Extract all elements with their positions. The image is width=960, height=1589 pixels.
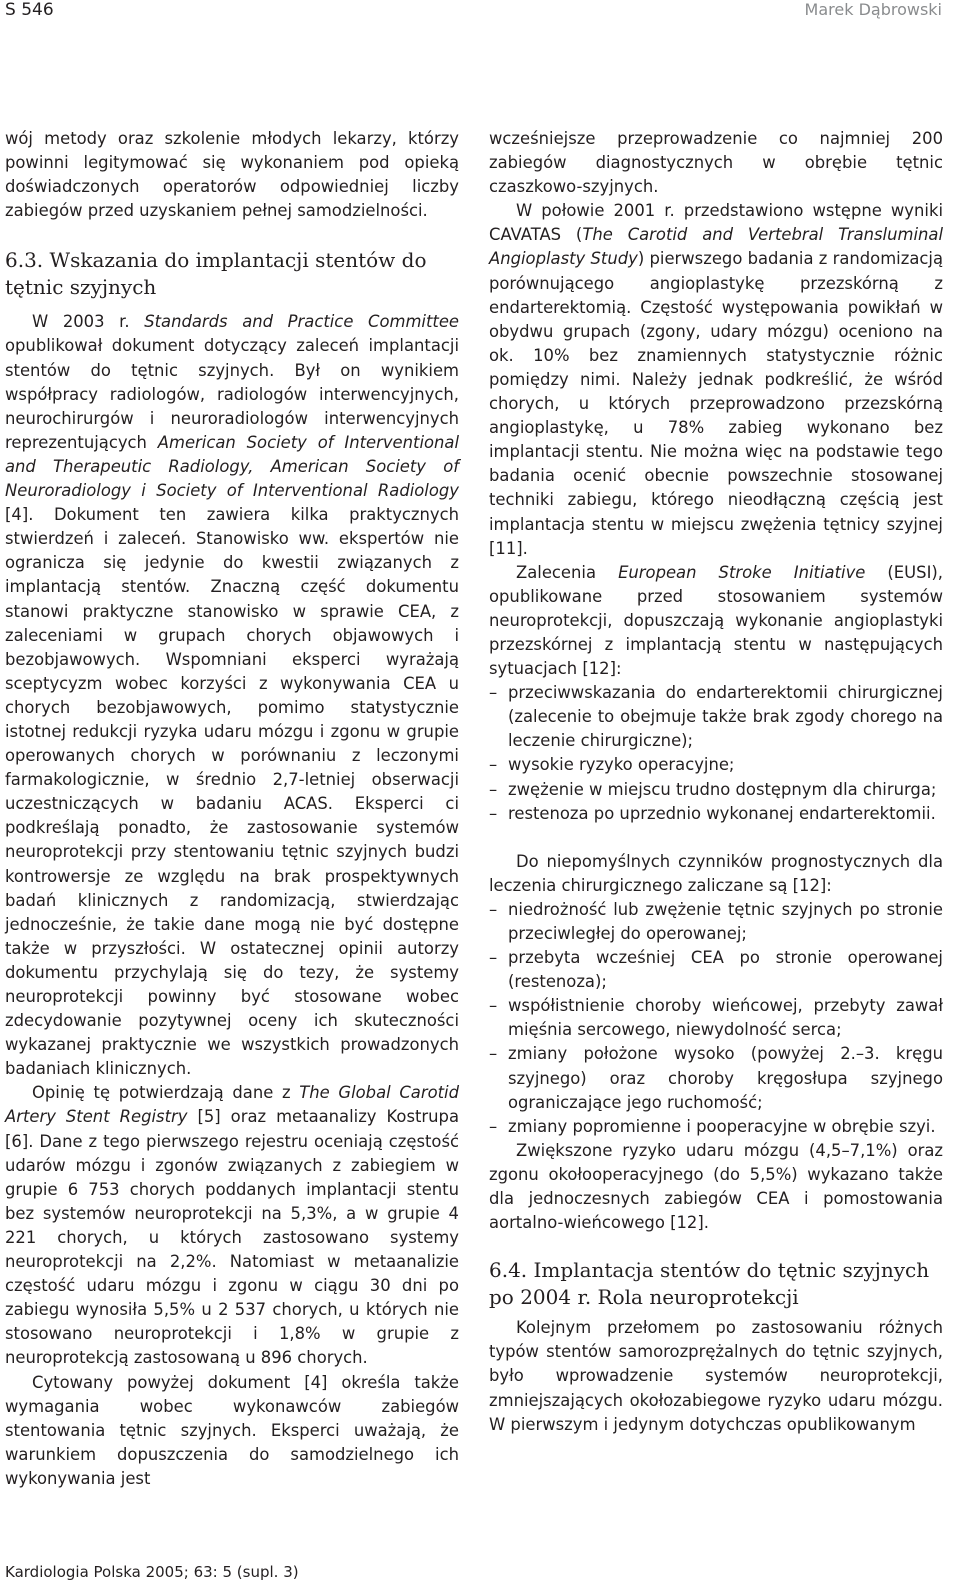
list-item: – restenoza po uprzednio wykonanej endarterektomii.	[489, 802, 943, 826]
text-run: ) pierwszego badania z randomizacją porównującego angioplastykę przezskórną z endarterektomią. Częstość występowania powikłań w obydwu grupach (zgony, udary mózgu) oceniono na ok. 10% bez znamiennych statystycznie różnic pomiędzy nimi. Należy jednak podkreślić, że wśród chorych, u których przeprowadzono przezskórną angioplastykę, u 78% zabieg wykonano bez implantacji stentu. Nie można więc na podstawie tego badania ocenić obecnie powszechnie stosowanej techniki zabiegu, którego nieodłączną częścią jest implantacja stentu w miejscu zwężenia tętnicy szyjnej [11].	[489, 249, 943, 558]
indication-list	[489, 681, 943, 826]
running-author: Marek Dąbrowski	[804, 0, 942, 19]
section-heading-6-4: 6.4. Implantacja stentów do tętnic szyjnych po 2004 r. Rola neuroprotekcji	[489, 1258, 930, 1310]
text-run: Opinię tę potwierdzają dane z	[32, 1083, 300, 1103]
list-item: – niedrożność lub zwężenie tętnic szyjnych po stronie przeciwległej do operowanej;	[489, 898, 943, 946]
list-item: – współistnienie choroby wieńcowej, przebyty zawał mięśnia sercowego, niewydolność serca;	[489, 994, 943, 1042]
paragraph	[5, 310, 459, 1081]
text-run: W połowie 2001 r. przedstawiono wstępne wyniki CAVATAS (	[489, 201, 943, 245]
section-heading-6-3: 6.3. Wskazania do implantacji stentów do tętnic szyjnych	[5, 248, 427, 300]
journal-footer: Kardiologia Polska 2005; 63: 5 (supl. 3)	[5, 1563, 299, 1581]
left-column	[5, 127, 459, 1491]
text-run: [5] oraz metaanalizy Kostrupa [6]. Dane z tego pierwszego rejestru oceniają częstość udarów mózgu i zgonów związanych z zabiegiem w grupie 6 753 chorych poddanych implantacji stentu bez systemów neuroprotekcji na 5,3%, a w grupie 4 221 chorych, u których zastosowano systemy neuroprotekcji na 2,2%. Natomiast w metaanalizie częstość udaru mózgu i zgonu w ciągu 30 dni po zabiegu wynosiła 5,5% u 2 537 chorych, u których nie stosowano neuroprotekcji i 1,8% w grupie z neuroprotekcją zastosowaną u 896 chorych.	[5, 1107, 459, 1368]
italic-run: The Global Carotid Artery Stent Registry	[5, 1083, 459, 1127]
text-run: Zalecenia	[516, 562, 619, 582]
paragraph: Kolejnym przełomem po zastosowaniu różnych typów stentów samorozprężalnych do tętnic szyjnych, było wprowadzenie systemów neuroprotekcji, zmniejszających okołozabiegowe ryzyko udaru mózgu. W pierwszym i jedynym dotychczas opublikowanym	[489, 1318, 943, 1434]
italic-run: The Carotid and Vertebral Transluminal Angioplasty Study	[489, 225, 944, 269]
paragraph: wój metody oraz szkolenie młodych lekarzy, którzy powinni legitymować się wykonaniem pod opieką doświadczonych operatorów odpowiedniej liczby zabiegów przed uzyskaniem pełnej samodzielności.	[5, 129, 459, 221]
italic-run: European Stroke Initiative	[618, 562, 866, 582]
paragraph	[489, 561, 943, 681]
list-item: – przebyta wcześniej CEA po stronie operowanej (restenoza);	[489, 946, 943, 994]
list-item: – zmiany położone wysoko (powyżej 2.–3. kręgu szyjnego) oraz choroby kręgosłupa szyjnego ograniczające jego ruchomość;	[489, 1042, 943, 1114]
paragraph: Do niepomyślnych czynników prognostycznych dla leczenia chirurgicznego zaliczane są [12]:	[489, 851, 943, 895]
page-number: S 546	[5, 0, 54, 20]
paragraph	[5, 1081, 459, 1370]
paragraph: Zwiększone ryzyko udaru mózgu (4,5–7,1%) oraz zgonu okołooperacyjnego (do 5,5%) wykazano także dla jednoczesnych zabiegów CEA i pomostowania aortalno-wieńcowego [12].	[489, 1140, 943, 1233]
paragraph: wcześniejsze przeprowadzenie co najmniej 200 zabiegów diagnostycznych w obrębie tętnic czaszkowo-szyjnych.	[489, 129, 943, 197]
text-run: W 2003 r.	[32, 312, 145, 332]
list-item: – zmiany popromienne i pooperacyjne w obrębie szyi.	[489, 1115, 943, 1139]
paragraph: Cytowany powyżej dokument [4] określa także wymagania wobec wykonawców zabiegów stentowania tętnic szyjnych. Eksperci uważają, że warunkiem dopuszczenia do samodzielnego ich wykonywania jest	[5, 1372, 459, 1488]
list-item: – przeciwwskazania do endarterektomii chirurgicznej (zalecenie to obejmuje także brak zgody chorego na leczenie chirurgiczne);	[489, 681, 943, 753]
text-run: opublikował dokument dotyczący zaleceń implantacji stentów do tętnic szyjnych. Był on wynikiem współpracy radiologów, radiologów interwencyjnych, neurochirurgów i neuroradiologów interwencyjnych reprezentujących	[5, 336, 459, 452]
list-item: – zwężenie w miejscu trudno dostępnym dla chirurga;	[489, 778, 943, 802]
text-run: (EUSI), opublikowane przed stosowaniem systemów neuroprotekcji, dopuszczają wykonanie angioplastyki przezskórnej z implantacją stentu w następujących sytuacjach [12]:	[489, 562, 944, 679]
text-run: [4]. Dokument ten zawiera kilka praktycznych stwierdzeń i zaleceń. Stanowisko ww. ekspertów nie ogranicza się jedynie do kwestii związanych z implantacją stentów. Znaczną część dokumentu stanowi praktyczne stanowisko w sprawie CEA, z zaleceniami w grupach chorych objawowych i bezobjawowych. Wspomniani eksperci wyrażają sceptycyzm wobec korzyści z wykonywania CEA u chorych bezobjawowych, pomimo statystycznie istotnej redukcji ryzyka udaru mózgu i zgonu w grupie operowanych chorych w porównaniu z leczonymi farmakologicznie, w średnio 2,7-letniej obserwacji uczestniczących w badaniu ACAS. Eksperci ci podkreślają ponadto, że zastosowanie systemów neuroprotekcji przy stentowaniu tętnic szyjnych budzi kontrowersje ze względu na brak prospektywnych badań klinicznych z randomizacją, stwierdzając jednocześnie, że takie dane mogą nie być dostępne także w przyszłości. W ostatecznej opinii autorzy dokumentu przychylają się do tezy, że systemy neuroprotekcji powinny być stosowane wobec zdecydowanie pozytywnej oceny ich skuteczności wykazanej praktycznie we wszystkich prowadzonych badaniach klinicznych.	[5, 505, 459, 1079]
right-column	[489, 127, 943, 1437]
italic-run: American Society of Interventional and Therapeutic Radiology, American Society of Neuroradiology i Society of Interventional Radiology	[5, 432, 460, 501]
risk-factor-list	[489, 898, 943, 1139]
italic-run: Standards and Practice Committee	[144, 312, 459, 332]
paragraph	[489, 199, 943, 560]
list-item: – wysokie ryzyko operacyjne;	[489, 753, 943, 777]
